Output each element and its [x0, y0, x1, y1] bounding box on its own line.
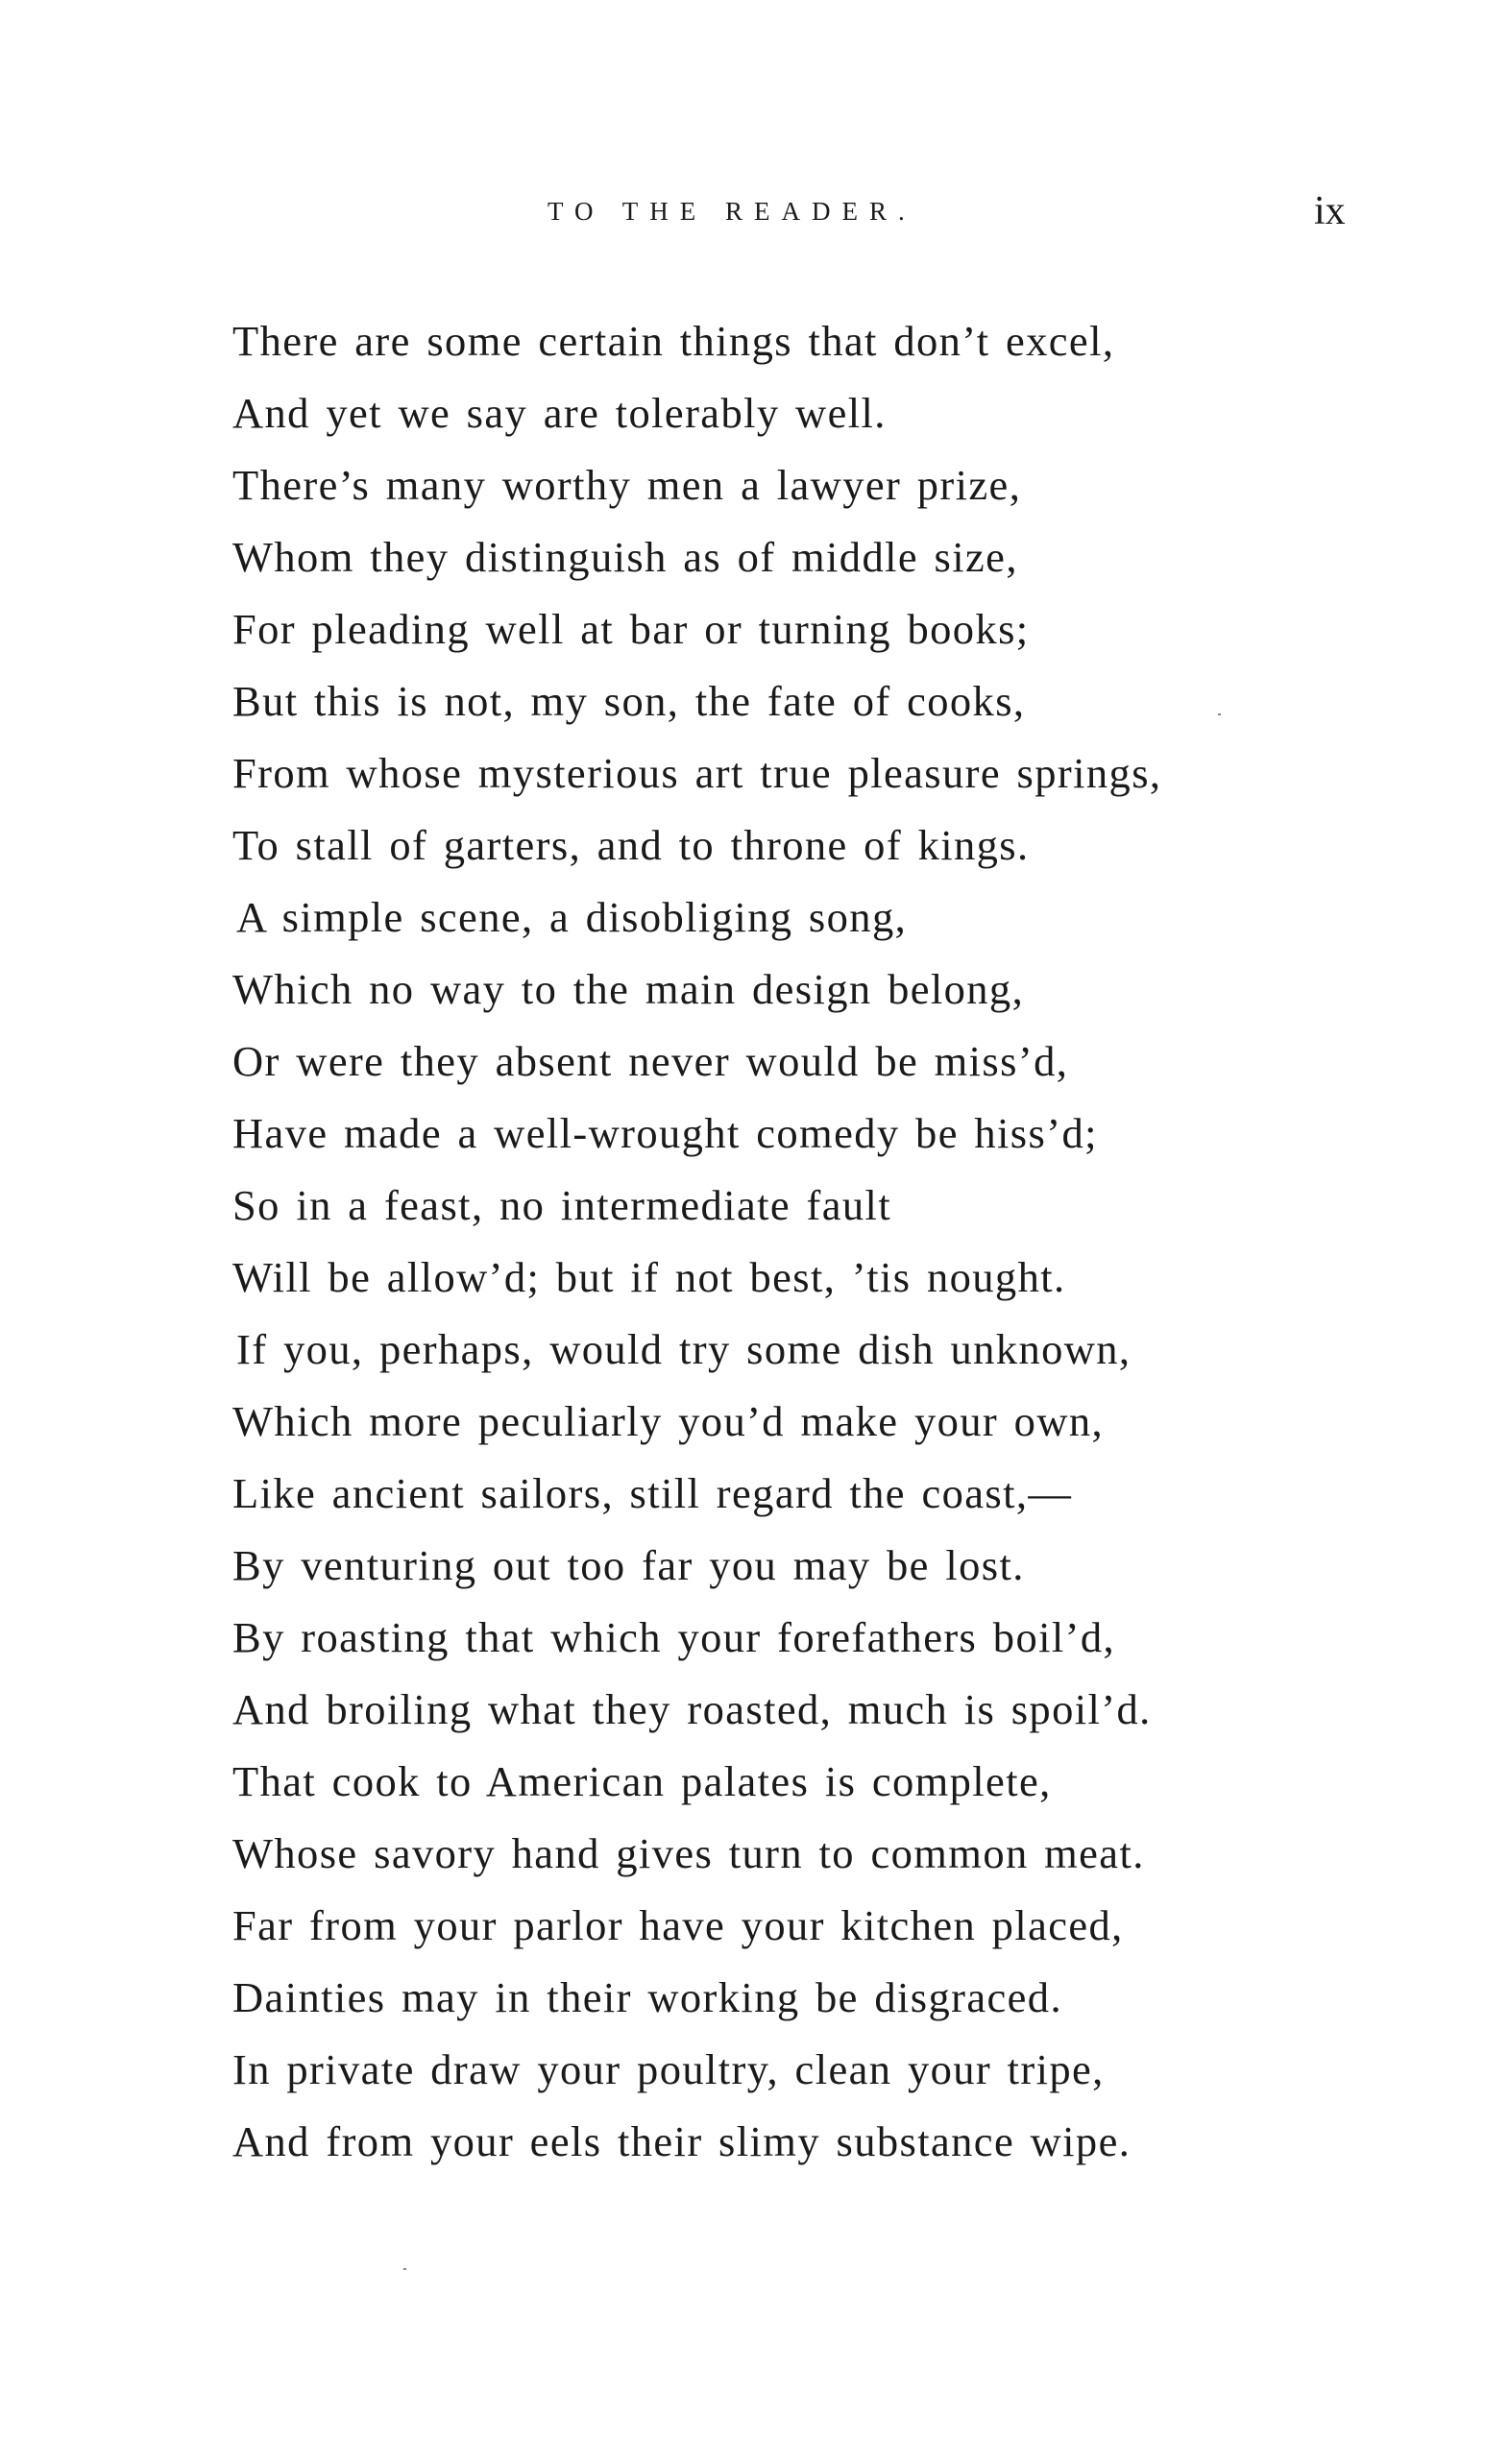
poem-line: By venturing out too far you may be lost.: [232, 1541, 1025, 1589]
poem-line: That cook to American palates is complete,: [232, 1757, 1052, 1805]
poem-line: In private draw your poultry, clean your tripe,: [232, 2045, 1105, 2093]
poem-line: Which no way to the main design belong,: [232, 965, 1025, 1013]
poem-line: Will be allow’d; but if not best, ’tis nought.: [232, 1253, 1066, 1301]
poem-line: There are some certain things that don’t excel,: [232, 317, 1115, 365]
poem-line: To stall of garters, and to throne of kings.: [232, 821, 1030, 869]
poem-line: Or were they absent never would be miss’d,: [232, 1037, 1069, 1085]
poem-text: [232, 305, 1385, 2178]
print-speck: [403, 2268, 406, 2270]
page-number: ix: [1314, 189, 1346, 233]
poem-line: There’s many worthy men a lawyer prize,: [232, 461, 1022, 509]
running-title: TO THE READER.: [548, 197, 916, 226]
poem-line: So in a feast, no intermediate fault: [232, 1181, 892, 1229]
poem-line: Which more peculiarly you’d make your own,: [232, 1397, 1105, 1445]
poem-line: A simple scene, a disobliging song,: [236, 893, 908, 941]
poem-line: And broiling what they roasted, much is spoil’d.: [232, 1685, 1152, 1733]
print-speck: [1218, 713, 1221, 715]
poem-line: Have made a well-wrought comedy be hiss’d;: [232, 1109, 1098, 1157]
poem-line: And from your eels their slimy substance wipe.: [232, 2117, 1132, 2165]
poem-line: Dainties may in their working be disgraced.: [232, 1973, 1062, 2021]
poem-line: Whose savory hand gives turn to common meat.: [232, 1829, 1145, 1877]
poem-line: By roasting that which your forefathers boil’d,: [232, 1613, 1116, 1661]
poem-line: If you, perhaps, would try some dish unknown,: [236, 1325, 1132, 1373]
poem-line: But this is not, my son, the fate of cooks,: [232, 677, 1026, 725]
poem-line: For pleading well at bar or turning books;: [232, 605, 1030, 653]
poem-line: From whose mysterious art true pleasure springs,: [232, 749, 1162, 797]
poem-line: Far from your parlor have your kitchen placed,: [232, 1901, 1124, 1949]
poem-line: Like ancient sailors, still regard the coast,—: [232, 1469, 1073, 1517]
poem-line: Whom they distinguish as of middle size,: [232, 533, 1018, 581]
poem-line: And yet we say are tolerably well.: [232, 389, 887, 437]
running-head: [0, 189, 1509, 233]
